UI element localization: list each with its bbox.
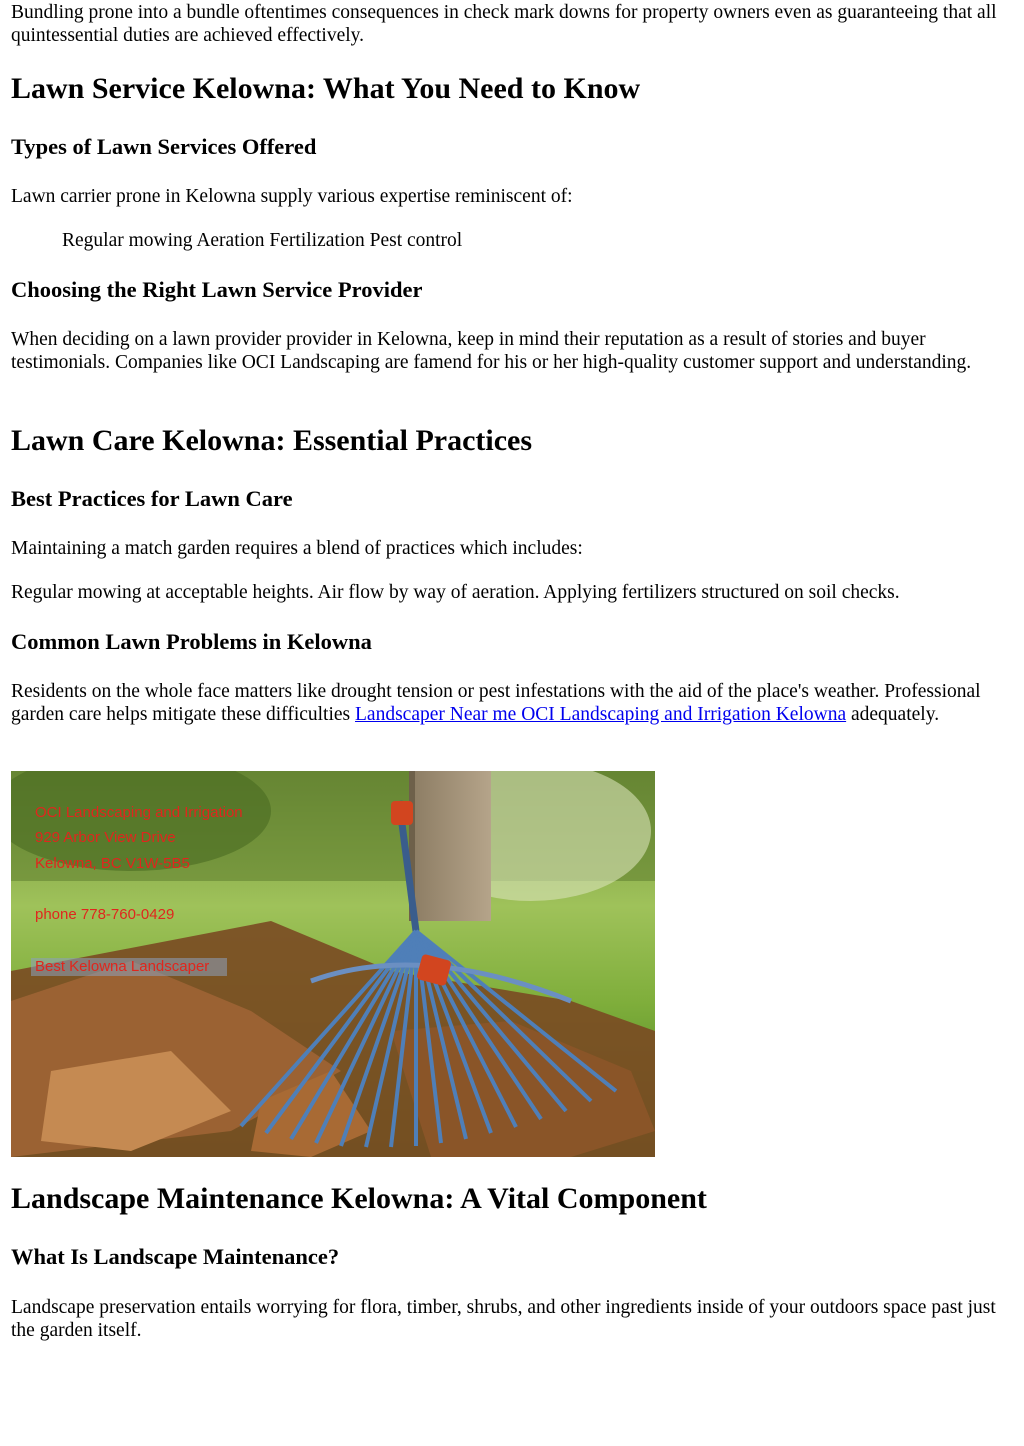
paragraph-common-problems-end: adequately.	[846, 704, 940, 726]
subheading-common-problems: Common Lawn Problems in Kelowna	[11, 629, 372, 654]
overlay-street: 929 Arbor View Drive	[35, 829, 176, 846]
intro-paragraph: Bundling prone into a bundle oftentimes consequences in check mark downs for property owners even as guaranteeing that all quintessential duties are achieved effectively.	[11, 2, 997, 47]
landscaper-link[interactable]: Landscaper Near me OCI Landscaping and Irrigation Kelowna	[355, 704, 847, 726]
paragraph-choosing-provider: When deciding on a lawn provider provider in Kelowna, keep in mind their reputation as a result of stories and buyer testimonials. Companies like OCI Landscaping are famend for his or her high-quality customer support and understanding.	[11, 329, 972, 374]
services-list: Regular mowing Aeration Fertilization Pest control	[62, 230, 463, 251]
paragraph-practices-list: Regular mowing at acceptable heights. Air flow by way of aeration. Applying fertilizers structured on soil checks.	[11, 582, 900, 603]
subheading-best-practices: Best Practices for Lawn Care	[11, 486, 293, 511]
overlay-phone: phone 778-760-0429	[35, 906, 175, 923]
subheading-what-is-maintenance: What Is Landscape Maintenance?	[11, 1244, 340, 1269]
overlay-tagline: Best Kelowna Landscaper	[31, 958, 227, 976]
rake-leaves-photo	[11, 771, 655, 1157]
section-heading-landscape-maintenance: Landscape Maintenance Kelowna: A Vital Component	[11, 1182, 707, 1215]
paragraph-common-problems-text: Residents on the whole face matters like drought tension or pest infestations with the aid of the place's weather. Professional garden care helps mitigate these difficulties	[11, 681, 981, 726]
paragraph-what-is-maintenance: Landscape preservation entails worrying for flora, timber, shrubs, and other ingredients inside of your outdoors space past just the garden itself.	[11, 1297, 996, 1342]
section-heading-lawn-service: Lawn Service Kelowna: What You Need to Know	[11, 72, 641, 105]
subheading-types-of-services: Types of Lawn Services Offered	[11, 134, 317, 159]
paragraph-types-of-services: Lawn carrier prone in Kelowna supply various expertise reminiscent of:	[11, 186, 573, 207]
section-heading-lawn-care: Lawn Care Kelowna: Essential Practices	[11, 424, 533, 457]
paragraph-common-problems	[11, 680, 1011, 727]
paragraph-best-practices: Maintaining a match garden requires a blend of practices which includes:	[11, 538, 583, 559]
overlay-company-name: OCI Landscaping and Irrigation	[35, 804, 243, 821]
overlay-city: Kelowna, BC V1W-5B5	[35, 855, 190, 872]
subheading-choosing-provider: Choosing the Right Lawn Service Provider	[11, 277, 423, 302]
